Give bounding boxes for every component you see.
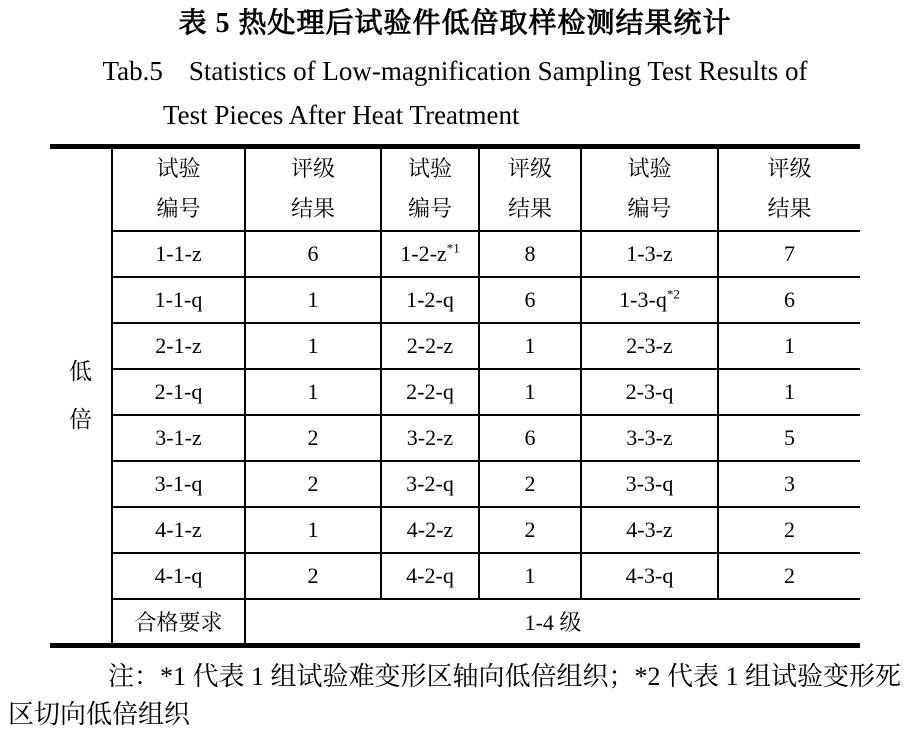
test-id-text: 2-1-q	[154, 378, 203, 404]
test-id-cell	[581, 323, 718, 369]
test-id-text: 2-2-z	[406, 332, 454, 358]
test-id-text: 4-3-q	[625, 562, 674, 588]
test-id-text: 3-2-z	[406, 424, 454, 450]
header-test-no-top: 试验	[156, 156, 201, 182]
rating-cell: 2	[718, 553, 860, 599]
header-test-no-bottom: 编号	[627, 196, 672, 222]
rating-cell: 1	[479, 323, 581, 369]
test-id-cell	[581, 231, 718, 277]
test-id-cell	[381, 231, 479, 277]
rating-cell: 2	[479, 507, 581, 553]
test-id-cell	[381, 369, 479, 415]
header-rating-top: 评级	[507, 156, 552, 182]
test-id-text: 4-3-z	[626, 516, 673, 542]
table-note	[8, 658, 902, 734]
footnote-marker: *2	[666, 286, 680, 302]
rating-cell: 1	[479, 553, 581, 599]
table-row	[50, 323, 860, 369]
rating-cell: 1	[479, 369, 581, 415]
header-cell-rating	[718, 147, 860, 231]
requirement-row	[50, 599, 860, 646]
table-row	[50, 415, 860, 461]
test-id-cell	[581, 461, 718, 507]
header-cell-test-no	[381, 147, 479, 231]
rating-cell: 1	[718, 323, 860, 369]
footnote-marker: *1	[446, 240, 460, 256]
test-id-cell	[112, 415, 245, 461]
test-id-cell	[381, 415, 479, 461]
test-id-cell	[581, 553, 718, 599]
test-id-cell	[381, 277, 479, 323]
table-row	[50, 461, 860, 507]
rating-cell: 1	[245, 507, 381, 553]
test-id-text: 3-3-z	[626, 424, 673, 450]
header-rating-top: 评级	[290, 156, 335, 182]
test-id-text: 3-1-z	[155, 424, 202, 450]
test-id-cell	[112, 277, 245, 323]
test-id-cell	[581, 369, 718, 415]
table-title-en-line1	[0, 54, 910, 88]
header-row	[50, 147, 860, 231]
test-id-cell	[581, 277, 718, 323]
header-cell-test-no	[112, 147, 245, 231]
requirement-value-cell: 1-4 级	[245, 599, 860, 646]
test-id-text: 4-1-q	[154, 562, 203, 588]
test-id-text: 4-1-z	[155, 516, 202, 542]
note-line-2: 区切向低倍组织	[8, 700, 191, 729]
test-id-cell	[381, 553, 479, 599]
test-id-cell	[381, 323, 479, 369]
test-id-cell	[112, 369, 245, 415]
header-test-no-top: 试验	[407, 156, 452, 182]
test-id-text: 1-3-z	[626, 240, 673, 266]
stub-cell-low-magnification	[50, 147, 112, 646]
header-rating-bottom: 结果	[507, 196, 552, 222]
rating-cell: 2	[479, 461, 581, 507]
test-id-cell	[112, 231, 245, 277]
test-id-text: 3-1-q	[154, 470, 203, 496]
test-id-cell	[112, 507, 245, 553]
rating-cell: 1	[245, 323, 381, 369]
test-id-text: 4-2-z	[406, 516, 454, 542]
rating-cell: 6	[245, 231, 381, 277]
results-table	[50, 144, 860, 648]
rating-cell: 2	[718, 507, 860, 553]
test-id-text: 2-2-q	[406, 378, 454, 404]
table-row	[50, 507, 860, 553]
test-id-text: 3-2-q	[406, 470, 454, 496]
test-id-cell	[112, 323, 245, 369]
rating-cell: 5	[718, 415, 860, 461]
header-test-no-top: 试验	[627, 156, 672, 182]
table-row	[50, 231, 860, 277]
test-id-text: 3-3-q	[625, 470, 674, 496]
rating-cell: 2	[245, 553, 381, 599]
rating-cell: 6	[479, 415, 581, 461]
table-title-en-line2: Test Pieces After Heat Treatment	[163, 100, 520, 130]
test-id-text: 1-2-q	[406, 286, 454, 312]
test-id-text: 2-3-z	[626, 332, 673, 358]
rating-cell: 2	[245, 461, 381, 507]
test-id-cell	[381, 461, 479, 507]
rating-cell: 3	[718, 461, 860, 507]
test-id-text: 2-3-q	[625, 378, 674, 404]
requirement-label-cell: 合格要求	[112, 599, 245, 646]
header-cell-rating	[479, 147, 581, 231]
header-cell-rating	[245, 147, 381, 231]
rating-cell: 6	[718, 277, 860, 323]
test-id-cell	[581, 507, 718, 553]
rating-cell: 7	[718, 231, 860, 277]
test-id-text: 4-2-q	[406, 562, 454, 588]
test-id-cell	[581, 415, 718, 461]
test-id-text: 1-2-z	[400, 240, 447, 266]
stub-text-line1: 低	[69, 359, 92, 384]
rating-cell: 1	[245, 277, 381, 323]
stub-text-line2: 倍	[69, 407, 92, 432]
header-test-no-bottom: 编号	[407, 196, 452, 222]
test-id-cell	[112, 553, 245, 599]
table-title-en-text: Statistics of Low-magnification Sampling Test Results of	[188, 56, 808, 86]
test-id-text: 1-1-z	[155, 240, 202, 266]
header-rating-bottom: 结果	[290, 196, 335, 222]
test-id-text: 1-3-q	[619, 286, 667, 312]
header-rating-top: 评级	[767, 156, 812, 182]
test-id-text: 2-1-z	[155, 332, 202, 358]
table-row	[50, 553, 860, 599]
rating-cell: 1	[718, 369, 860, 415]
test-id-cell	[112, 461, 245, 507]
rating-cell: 1	[245, 369, 381, 415]
header-cell-test-no	[581, 147, 718, 231]
table-row	[50, 277, 860, 323]
table-row	[50, 369, 860, 415]
header-test-no-bottom: 编号	[156, 196, 201, 222]
table-title-zh: 表 5 热处理后试验件低倍取样检测结果统计	[178, 8, 732, 39]
test-id-text: 1-1-q	[154, 286, 203, 312]
rating-cell: 6	[479, 277, 581, 323]
header-rating-bottom: 结果	[767, 196, 812, 222]
note-line-1: 注：*1 代表 1 组试验难变形区轴向低倍组织；*2 代表 1 组试验变形死	[108, 662, 902, 691]
rating-cell: 8	[479, 231, 581, 277]
test-id-cell	[381, 507, 479, 553]
rating-cell: 2	[245, 415, 381, 461]
table-number-label: Tab.5	[102, 56, 163, 86]
